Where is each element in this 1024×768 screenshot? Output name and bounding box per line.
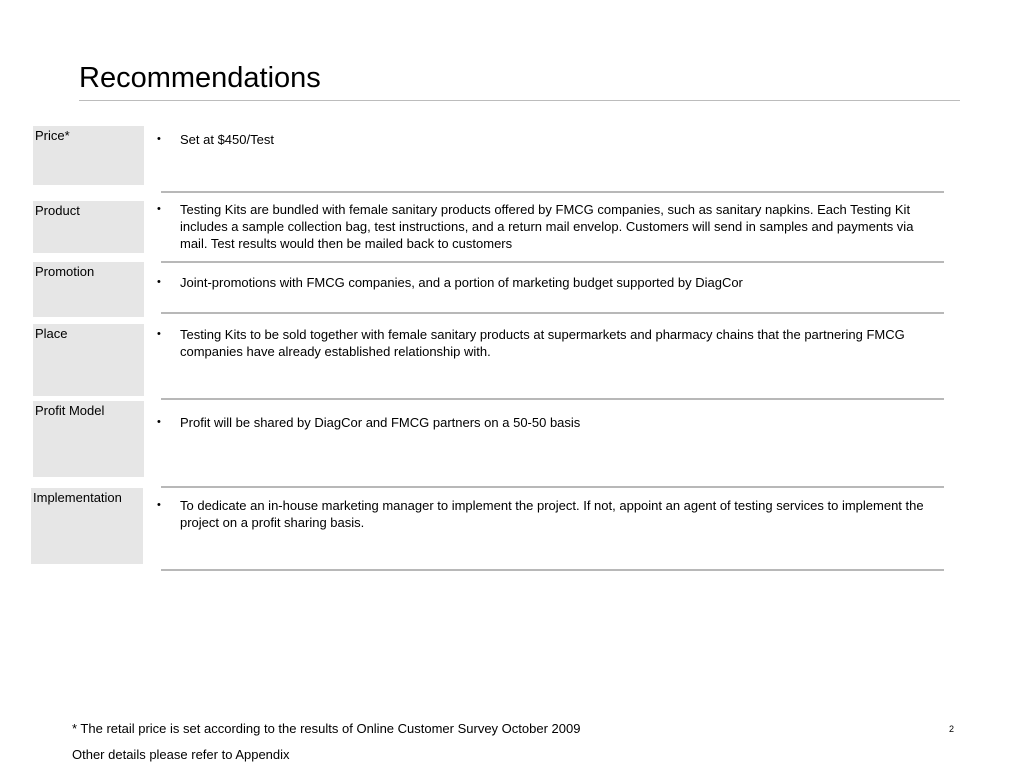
bullet-text-price: Set at $450/Test bbox=[180, 132, 274, 147]
row-divider bbox=[161, 486, 944, 488]
bullet-text-promotion: Joint-promotions with FMCG companies, and a portion of marketing budget supported by DiagCor bbox=[180, 275, 743, 290]
bullet-marker: • bbox=[157, 328, 161, 340]
bullet-price bbox=[157, 131, 937, 148]
label-profit-model: Profit Model bbox=[33, 401, 144, 477]
label-price: Price* bbox=[33, 126, 144, 185]
row-divider bbox=[161, 569, 944, 571]
bullet-implementation bbox=[157, 497, 937, 531]
label-place: Place bbox=[33, 324, 144, 396]
page-number: 2 bbox=[949, 724, 955, 734]
label-promotion: Promotion bbox=[33, 262, 144, 317]
bullet-place bbox=[157, 326, 937, 360]
footnote-price: * The retail price is set according to the results of Online Customer Survey October 2009 bbox=[72, 721, 581, 736]
bullet-marker: • bbox=[157, 276, 161, 288]
bullet-text-place: Testing Kits to be sold together with female sanitary products at supermarkets and pharmacy chains that the partnering FMCG companies have already established relationship with. bbox=[180, 327, 905, 359]
bullet-text-profit-model: Profit will be shared by DiagCor and FMCG partners on a 50-50 basis bbox=[180, 415, 581, 430]
bullet-promotion bbox=[157, 274, 937, 291]
slide-title: Recommendations bbox=[79, 62, 321, 94]
row-divider bbox=[161, 312, 944, 314]
bullet-text-product: Testing Kits are bundled with female sanitary products offered by FMCG companies, such as sanitary napkins. Each Testing Kit includes a sample collection bag, test instructions, and a return mail envelop. Customers will send in samples and payments via mail. Test results would then be mailed back to customers bbox=[180, 202, 914, 251]
bullet-marker: • bbox=[157, 499, 161, 511]
row-divider bbox=[161, 261, 944, 263]
bullet-product bbox=[157, 201, 937, 252]
bullet-marker: • bbox=[157, 416, 161, 428]
label-product: Product bbox=[33, 201, 144, 253]
footnote-appendix: Other details please refer to Appendix bbox=[72, 747, 290, 762]
label-implementation: Implementation bbox=[31, 488, 143, 564]
bullet-marker: • bbox=[157, 133, 161, 145]
row-divider bbox=[161, 398, 944, 400]
bullet-profit-model bbox=[157, 414, 937, 431]
title-divider bbox=[79, 100, 960, 101]
bullet-marker: • bbox=[157, 203, 161, 215]
row-divider bbox=[161, 191, 944, 193]
bullet-text-implementation: To dedicate an in-house marketing manager to implement the project. If not, appoint an agent of testing services to implement the project on a profit sharing basis. bbox=[180, 498, 924, 530]
